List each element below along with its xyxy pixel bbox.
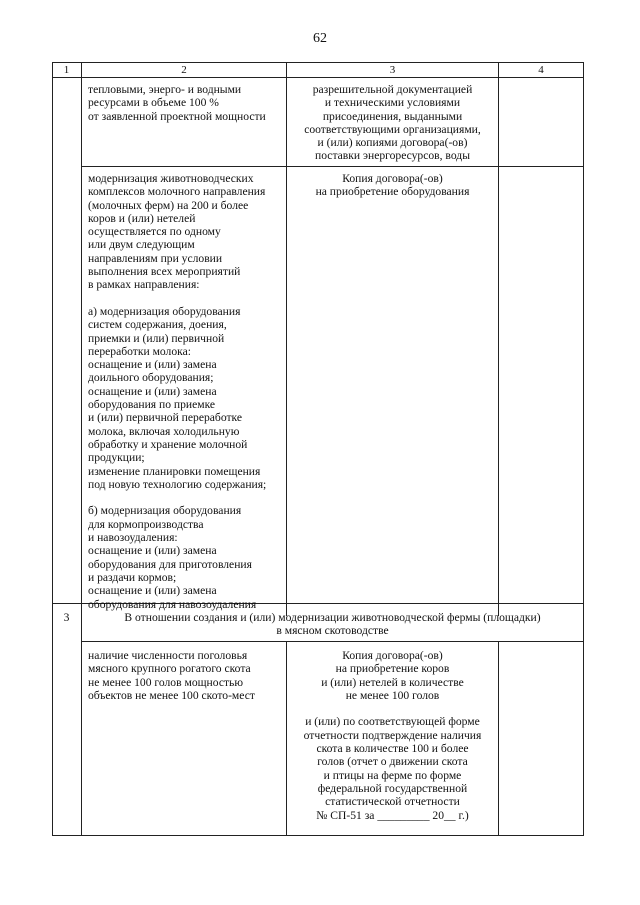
border-top: [52, 62, 584, 63]
header-col3: 3: [389, 64, 396, 76]
border-row-c: [81, 641, 584, 642]
header-col2: 2: [181, 64, 187, 76]
row-b-conditions: модернизация животноводческих комплексов молочного направления (молочных ферм) на 200 и более коров и (или) нетелей осуществляется по одному или двум следующим направлениям при условии выполнения всех мероприятий в рамках направления: а) модернизация оборудования систем содержания, доения, приемки и (или) первичной переработки молока: оснащение и (или) замена доильного оборудования; оснащение и (или) замена оборудования по приемке и (или) первичной переработке молока, включая холодильную обработку и хранение молочной продукции; изменение планировки помещения под новую технологию содержания; б) модернизация оборудования для кормопроизводства и навозоудаления: оснащение и (или) замена оборудования для приготовления и раздачи кормов; оснащение и (или) замена оборудования для навозоудаления: [88, 172, 267, 611]
border-col1: [81, 62, 82, 836]
document-table: [52, 62, 584, 836]
page-number: 62: [313, 31, 327, 46]
row-b-documents: Копия договора(-ов) на приобретение оборудования: [315, 172, 470, 199]
border-right: [583, 62, 584, 836]
border-row-a: [81, 166, 584, 167]
row-c-number: 3: [63, 611, 70, 624]
row-d-documents: Копия договора(-ов) на приобретение коров и (или) нетелей в количестве не менее 100 голов и (или) по соответствующей форме отчетности подтверждение наличия скота в количестве 100 и более голов (отчет о движении скота и птицы на ферме по форме федеральной государственной статистической отчетности № СП-51 за _________ 20__ г.): [303, 649, 482, 822]
row-a-conditions: тепловыми, энерго- и водными ресурсами в объеме 100 % от заявленной проектной мощности: [88, 83, 266, 123]
row-a-documents: разрешительной документацией и техническими условиями присоединения, выданными соответствующими организациями, и (или) копиями договора(-ов) поставки энергоресурсов, воды: [304, 83, 481, 163]
border-header: [52, 77, 584, 78]
border-bottom: [52, 835, 584, 836]
header-col1: 1: [63, 64, 70, 76]
row-c-section-heading: В отношении создания и (или) модернизации животноводческой фермы (площадки) в мясном скотоводстве: [124, 611, 541, 638]
header-col4: 4: [538, 64, 544, 76]
border-left: [52, 62, 53, 836]
row-d-conditions: наличие численности поголовья мясного крупного рогатого скота не менее 100 голов мощностью объектов не менее 100 ското-мест: [88, 649, 255, 702]
border-col3: [498, 62, 499, 616]
border-col3-lower: [498, 642, 499, 836]
